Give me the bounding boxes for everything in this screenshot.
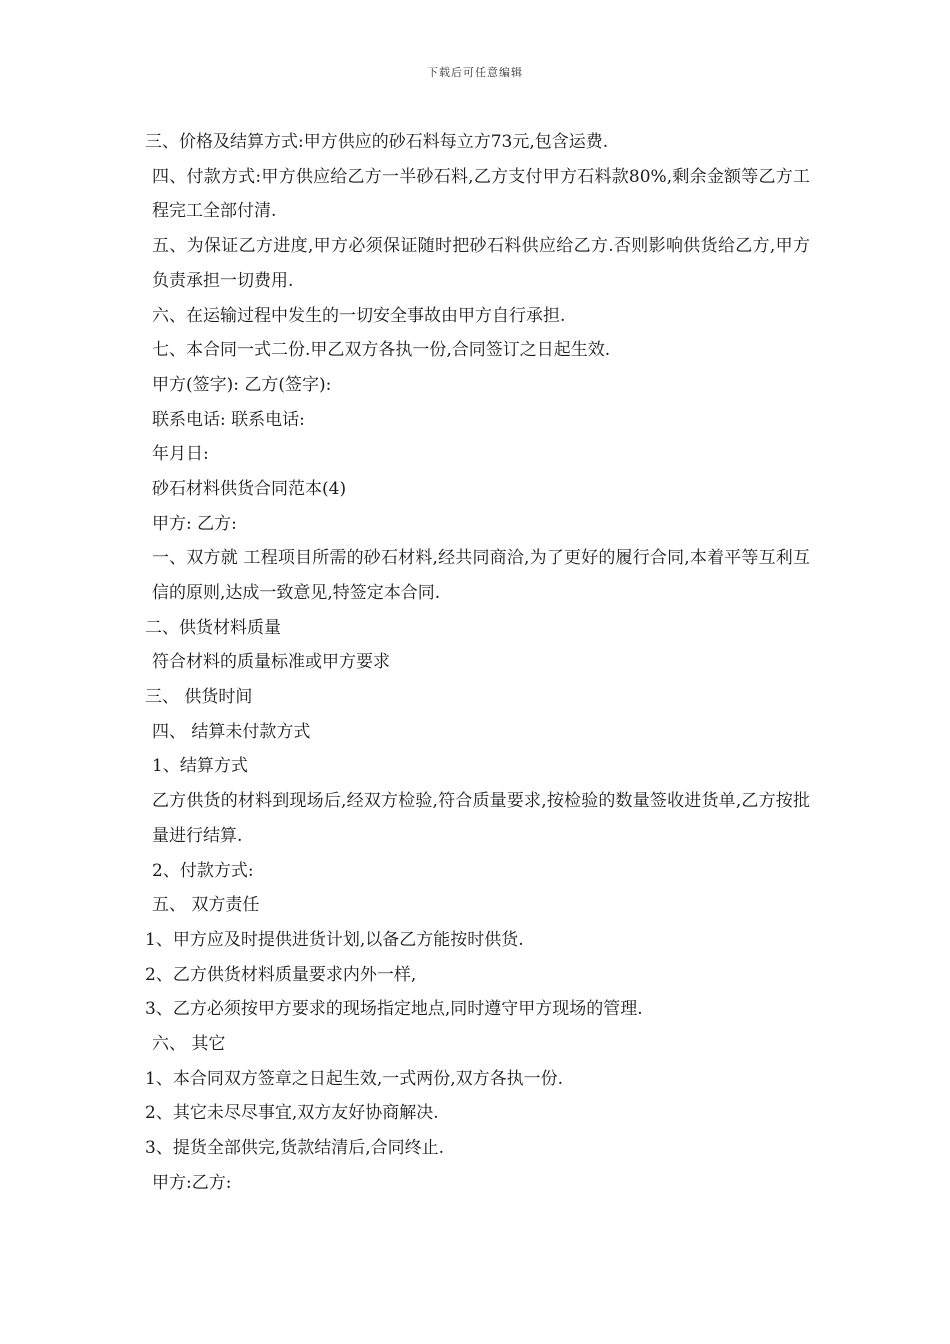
clause-copies: 七、本合同一式二份.甲乙双方各执一份,合同签订之日起生效. xyxy=(152,340,611,361)
settlement-method-text: 乙方供货的材料到现场后,经双方检验,符合质量要求,按检验的数量签收进货单,乙方按批量进行结算. xyxy=(152,791,810,846)
clause-price: 三、价格及结算方式:甲方供应的砂石料每立方73元,包含运费. xyxy=(145,132,609,152)
date-line: 年月日: xyxy=(152,444,209,465)
responsibility-3: 3、乙方必须按甲方要求的现场指定地点,同时遵守甲方现场的管理. xyxy=(145,999,643,1020)
clause-transport-safety: 六、在运输过程中发生的一切安全事故由甲方自行承担. xyxy=(152,305,566,326)
other-3: 3、提货全部供完,货款结清后,合同终止. xyxy=(145,1138,445,1159)
contract-title: 砂石材料供货合同范本(4) xyxy=(152,478,347,499)
section-quality: 二、供货材料质量 xyxy=(145,617,281,638)
parties-line: 甲方: 乙方: xyxy=(152,513,237,534)
settlement-method-heading: 1、结算方式 xyxy=(152,756,248,777)
section-delivery-time: 三、 供货时间 xyxy=(145,687,253,708)
other-1: 1、本合同双方签章之日起生效,一式两份,双方各执一份. xyxy=(145,1068,564,1089)
page-header-note: 下载后可任意编辑 xyxy=(427,66,523,79)
clause-payment: 四、付款方式:甲方供应给乙方一半砂石料,乙方支付甲方石料款80%,剩余金额等乙方工程完工全部付清. xyxy=(152,166,810,222)
other-2: 2、其它未尽尽事宜,双方友好协商解决. xyxy=(145,1103,439,1124)
section-settlement: 四、 结算未付款方式 xyxy=(152,721,311,742)
section-responsibilities: 五、 双方责任 xyxy=(152,895,260,916)
final-signature-line: 甲方:乙方: xyxy=(152,1172,232,1193)
responsibility-2: 2、乙方供货材料质量要求内外一样, xyxy=(145,964,417,985)
quality-text: 符合材料的质量标准或甲方要求 xyxy=(152,652,390,673)
section-other: 六、 其它 xyxy=(152,1034,226,1054)
document-body xyxy=(145,125,810,1200)
responsibility-1: 1、甲方应及时提供进货计划,以备乙方能按时供货. xyxy=(145,929,524,950)
payment-method-heading: 2、付款方式: xyxy=(152,860,254,881)
signature-line: 甲方(签字): 乙方(签字): xyxy=(152,374,332,395)
phone-line: 联系电话: 联系电话: xyxy=(152,409,305,430)
clause-agreement: 一、双方就 工程项目所需的砂石材料,经共同商洽,为了更好的履行合同,本着平等互利互信的原则,达成一致意见,特签定本合同. xyxy=(152,548,810,604)
clause-supply-guarantee: 五、为保证乙方进度,甲方必须保证随时把砂石料供应给乙方.否则影响供货给乙方,甲方负责承担一切费用. xyxy=(152,236,810,291)
